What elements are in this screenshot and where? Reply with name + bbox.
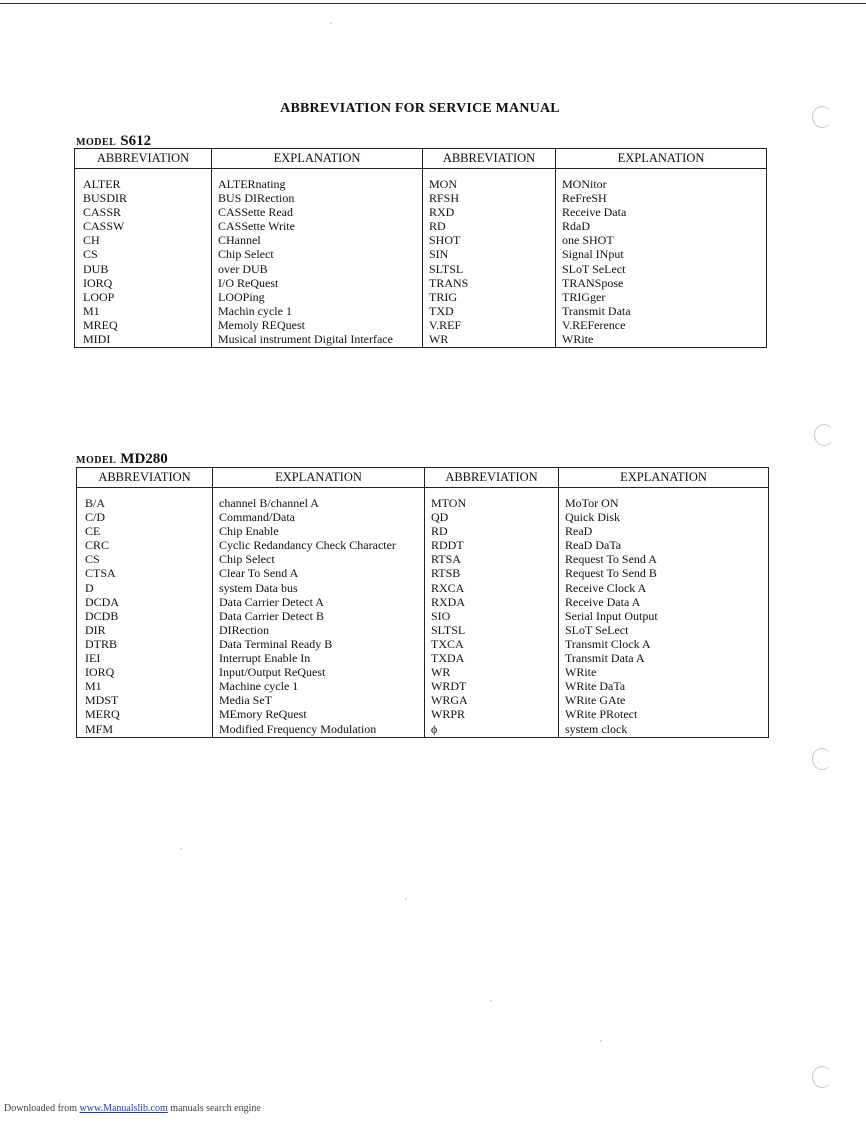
table-cell: C/D — [85, 510, 106, 525]
table-cell: Transmit Data A — [565, 651, 645, 666]
table-cell: DIRection — [219, 622, 269, 637]
table-cell: MTON — [431, 496, 467, 510]
left-abbreviation-column — [77, 488, 213, 738]
table-cell: Receive Data A — [565, 594, 641, 609]
table-cell: WRDT — [431, 679, 467, 694]
binder-hole-icon — [812, 106, 832, 128]
table-cell: Interrupt Enable In — [219, 651, 311, 666]
table-cell: Chip Select — [219, 552, 275, 567]
table-cell: Media SeT — [219, 693, 272, 708]
table-header-row — [75, 149, 767, 169]
table-cell: ALTERnating — [218, 177, 286, 191]
table-cell: Data Carrier Detect B — [219, 608, 324, 623]
table-cell: V.REF — [429, 317, 462, 332]
footer-prefix: Downloaded from — [4, 1103, 80, 1114]
table-cell: CHannel — [218, 233, 261, 248]
table-cell: SLoT SeLect — [565, 622, 629, 637]
header-explanation: EXPLANATION — [556, 149, 767, 169]
table-body-row — [75, 169, 767, 348]
table-cell: DTRB — [85, 636, 118, 651]
header-abbreviation: ABBREVIATION — [75, 149, 212, 169]
table-cell: Input/Output ReQuest — [219, 665, 326, 680]
table-cell: MFM — [85, 721, 114, 736]
table-cell: WRGA — [431, 693, 468, 708]
table-cell: TXDA — [431, 651, 465, 666]
table-cell: Receive Clock A — [565, 580, 647, 595]
table-header-row — [77, 468, 769, 488]
table-cell: CTSA — [85, 566, 116, 581]
table-cell: over DUB — [218, 261, 268, 276]
table-cell: CE — [85, 524, 101, 539]
table-cell: BUSDIR — [83, 191, 128, 206]
table-cell: ReFreSH — [562, 191, 607, 206]
table-cell: system clock — [565, 721, 628, 736]
table-cell: RDDT — [431, 538, 464, 553]
header-abbreviation: ABBREVIATION — [423, 149, 556, 169]
table-cell: CASSW — [83, 219, 125, 234]
table-cell: Musical instrument Digital Interface — [218, 332, 393, 347]
table-cell: TRIG — [429, 289, 457, 304]
table-cell: MDST — [85, 693, 119, 708]
manualslib-link[interactable]: www.Manualslib.com — [79, 1103, 168, 1114]
table-cell: CRC — [85, 538, 110, 553]
table-cell: MIDI — [83, 332, 111, 347]
table-cell: Request To Send A — [565, 552, 657, 567]
table-cell: WRPR — [431, 707, 466, 722]
table-cell: WRite — [565, 665, 597, 680]
right-abbreviation-column — [423, 169, 556, 348]
table-cell: CH — [83, 233, 100, 248]
table-cell: Machin cycle 1 — [218, 303, 292, 318]
table-cell: RTSA — [431, 552, 461, 567]
table-cell: IEI — [85, 651, 101, 666]
table-cell: I/O ReQuest — [218, 275, 279, 290]
header-explanation: EXPLANATION — [212, 149, 423, 169]
table-cell: M1 — [85, 679, 102, 694]
table-cell: RFSH — [429, 191, 460, 206]
model-prefix: MODEL — [76, 137, 117, 148]
table-cell: ReaD DaTa — [565, 538, 622, 553]
table-cell: DCDA — [85, 594, 120, 609]
top-rule — [0, 3, 866, 4]
table-cell: MONitor — [562, 177, 607, 191]
table-cell: RD — [431, 524, 448, 539]
table-cell: CASSette Write — [218, 219, 295, 234]
table-cell: CASSR — [83, 205, 122, 220]
table-cell: CS — [83, 247, 98, 262]
table-cell: Transmit Data — [562, 303, 631, 318]
table-cell: MoTor ON — [565, 496, 619, 510]
scan-speck — [330, 22, 332, 24]
table-cell: B/A — [85, 496, 106, 510]
table-cell: Data Terminal Ready B — [219, 636, 333, 651]
model-heading-md280 — [76, 450, 168, 468]
footer-suffix: manuals search engine — [167, 1103, 261, 1114]
table-cell: RdaD — [562, 219, 590, 234]
table-cell: TRIGger — [562, 289, 606, 304]
binder-hole-icon — [812, 1066, 832, 1088]
left-abbreviation-column — [75, 169, 212, 348]
table-cell: MEmory ReQuest — [219, 707, 307, 722]
header-abbreviation: ABBREVIATION — [425, 468, 559, 488]
table-cell: SIO — [431, 608, 451, 623]
table-body-row — [77, 488, 769, 738]
table-cell: LOOPing — [218, 289, 265, 304]
table-cell: Quick Disk — [565, 510, 620, 525]
table-cell: SLTSL — [431, 622, 466, 637]
table-cell: ϕ — [431, 721, 438, 736]
model-name: S612 — [120, 133, 152, 149]
scan-speck — [490, 1000, 492, 1002]
table-cell: RXCA — [431, 580, 465, 595]
table-cell: SIN — [429, 247, 449, 262]
table-cell: Serial Input Output — [565, 608, 658, 623]
table-cell: RD — [429, 219, 446, 234]
header-explanation: EXPLANATION — [213, 468, 425, 488]
table-cell: WR — [429, 332, 449, 347]
table-cell: Machine cycle 1 — [219, 679, 299, 694]
scan-speck — [405, 898, 407, 900]
table-cell: M1 — [83, 303, 100, 318]
table-cell: WRite PRotect — [565, 707, 638, 722]
table-cell: LOOP — [83, 289, 115, 304]
right-explanation-column — [556, 169, 767, 348]
left-explanation-column — [213, 488, 425, 738]
right-explanation-column — [559, 488, 769, 738]
table-cell: WRite DaTa — [565, 679, 626, 694]
table-cell: IORQ — [85, 665, 115, 680]
table-cell: RTSB — [431, 566, 461, 581]
table-cell: V.REFerence — [562, 317, 626, 332]
header-explanation: EXPLANATION — [559, 468, 769, 488]
table-cell: SLoT SeLect — [562, 261, 626, 276]
table-cell: RXDA — [431, 594, 466, 609]
table-cell: Cyclic Redandancy Check Character — [219, 538, 396, 553]
table-cell: Command/Data — [219, 510, 295, 525]
table-cell: QD — [431, 510, 449, 525]
table-cell: MERQ — [85, 707, 120, 722]
table-cell: DUB — [83, 261, 109, 276]
table-cell: Modified Frequency Modulation — [219, 721, 377, 736]
model-name: MD280 — [120, 451, 168, 467]
table-cell: Memoly REQuest — [218, 317, 305, 332]
model-prefix: MODEL — [76, 455, 117, 466]
table-cell: Receive Data — [562, 205, 627, 220]
table-cell: Clear To Send A — [219, 566, 299, 581]
right-abbreviation-column — [425, 488, 559, 738]
table-cell: CS — [85, 552, 100, 567]
abbreviation-table-md280 — [76, 467, 769, 738]
table-cell: Request To Send B — [565, 566, 657, 581]
page-title: ABBREVIATION FOR SERVICE MANUAL — [280, 101, 560, 116]
footer — [4, 1103, 261, 1114]
table-cell: MON — [429, 177, 458, 191]
header-abbreviation: ABBREVIATION — [77, 468, 213, 488]
table-cell: ReaD — [565, 524, 593, 539]
table-cell: SLTSL — [429, 261, 464, 276]
table-cell: D — [85, 580, 94, 595]
binder-hole-icon — [814, 424, 834, 446]
table-cell: Chip Select — [218, 247, 274, 262]
table-cell: MREQ — [83, 317, 118, 332]
table-cell: Signal INput — [562, 247, 624, 262]
table-cell: IORQ — [83, 275, 113, 290]
table-cell: TXD — [429, 303, 454, 318]
table-cell: WRite — [562, 332, 594, 347]
table-cell: WRite GAte — [565, 693, 626, 708]
table-cell: TRANSpose — [562, 275, 624, 290]
table-cell: TRANS — [429, 275, 469, 290]
table-cell: Transmit Clock A — [565, 636, 651, 651]
table-cell: RXD — [429, 205, 455, 220]
table-cell: Chip Enable — [219, 524, 279, 539]
abbreviation-table-s612 — [74, 148, 767, 348]
table-cell: TXCA — [431, 636, 464, 651]
table-cell: system Data bus — [219, 580, 298, 595]
table-cell: DCDB — [85, 608, 119, 623]
scan-speck — [180, 848, 182, 850]
left-explanation-column — [212, 169, 423, 348]
table-cell: one SHOT — [562, 233, 614, 248]
table-cell: ALTER — [83, 177, 121, 191]
table-cell: WR — [431, 665, 451, 680]
table-cell: DIR — [85, 622, 106, 637]
table-cell: SHOT — [429, 233, 461, 248]
table-cell: CASSette Read — [218, 205, 293, 220]
table-cell: channel B/channel A — [219, 496, 319, 510]
table-cell: Data Carrier Detect A — [219, 594, 324, 609]
table-cell: BUS DIRection — [218, 191, 295, 206]
scan-speck — [600, 1040, 602, 1042]
binder-hole-icon — [812, 748, 832, 770]
